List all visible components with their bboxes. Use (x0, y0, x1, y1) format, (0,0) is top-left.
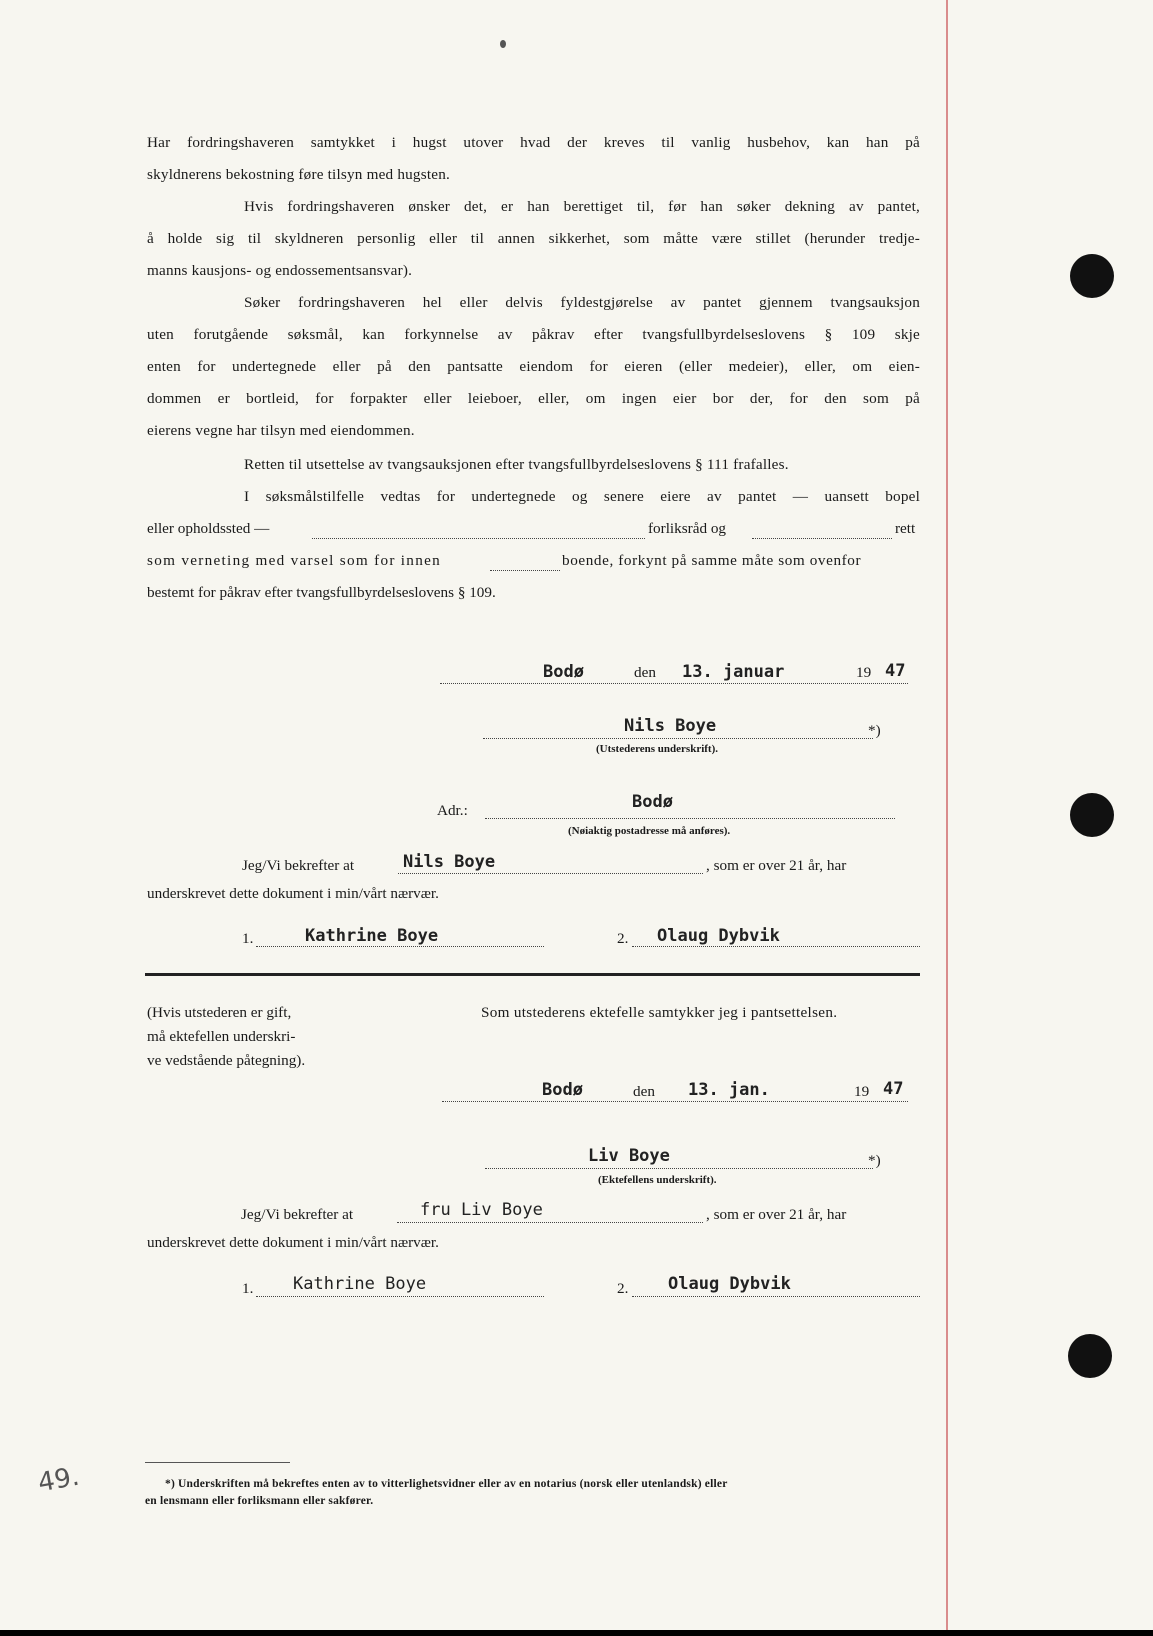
spouse-date: 13. jan. (688, 1080, 770, 1100)
body-line: å holde sig til skyldneren personlig eller til annen sikkerhet, som måtte være stillet (herunder tredje- (147, 230, 920, 247)
body-line: Søker fordringshaveren hel eller delvis fyldestgjørelse av pantet gjennem tvangsauksjon (244, 294, 920, 311)
body-line: manns kausjons- og endossementsansvar). (147, 262, 413, 279)
body-line: skyldnerens bekostning føre tilsyn med hugsten. (147, 166, 450, 183)
body-line: uten forutgående søksmål, kan forkynnelse av påkrav efter tvangsfullbyrdelseslovens § 109 skje (147, 326, 920, 343)
spouse-sig-marker: *) (868, 1152, 881, 1169)
punch-hole-2 (1070, 793, 1114, 837)
issuer-witness2: Olaug Dybvik (657, 926, 780, 946)
venue-blank-3 (490, 570, 560, 571)
venue-blank-2 (752, 538, 892, 539)
spouse-confirm-prefix: Jeg/Vi bekrefter at (241, 1206, 354, 1223)
footnote-rule (145, 1462, 290, 1463)
issuer-sig-caption: (Utstederens underskrift). (596, 743, 719, 755)
venue-line2-text-2: boende, forkynt på samme måte som ovenfor (562, 552, 862, 569)
spouse-witness1-line (256, 1296, 544, 1297)
venue-text-2: forliksråd og (648, 520, 727, 537)
issuer-witness1-num: 1. (242, 930, 254, 947)
address-label: Adr.: (437, 802, 468, 819)
red-margin-line (946, 0, 948, 1630)
issuer-confirm-prefix: Jeg/Vi bekrefter at (242, 857, 355, 874)
spouse-witness2-num: 2. (617, 1280, 629, 1297)
body-line: I søksmålstilfelle vedtas for undertegnede og senere eiere av pantet — uansett bopel (244, 488, 920, 505)
spouse-year-suffix: 47 (883, 1079, 904, 1099)
issuer-place: Bodø (543, 662, 584, 682)
spouse-witness2: Olaug Dybvik (668, 1274, 791, 1294)
spouse-place: Bodø (542, 1080, 583, 1100)
venue-line2-text-1: som verneting med varsel som for innen (147, 552, 442, 569)
issuer-confirm-line2: underskrevet dette dokument i min/vårt nærvær. (147, 885, 439, 902)
issuer-year-prefix: 19 (856, 664, 872, 681)
body-line: Retten til utsettelse av tvangsauksjonen efter tvangsfullbyrdelseslovens § 111 frafalles. (244, 456, 789, 473)
issuer-date-line (440, 683, 908, 684)
spouse-note-line: ve vedstående påtegning). (147, 1052, 306, 1069)
address-line (485, 818, 895, 819)
venue-line3: bestemt for påkrav efter tvangsfullbyrdelseslovens § 109. (147, 584, 496, 601)
spouse-confirm-line2: underskrevet dette dokument i min/vårt nærvær. (147, 1234, 439, 1251)
body-line: Har fordringshaveren samtykket i hugst utover hvad der kreves til vanlig husbehov, kan han på (147, 134, 920, 151)
issuer-den: den (634, 664, 656, 681)
spouse-witness1-num: 1. (242, 1280, 254, 1297)
venue-blank-1 (312, 538, 645, 539)
spouse-year-prefix: 19 (854, 1083, 870, 1100)
spouse-witness2-line (632, 1296, 920, 1297)
issuer-witness1: Kathrine Boye (305, 926, 439, 946)
spouse-confirm-suffix: , som er over 21 år, har (706, 1206, 847, 1223)
spouse-note-line: må ektefellen underskri- (147, 1028, 296, 1045)
issuer-sig-marker: *) (868, 722, 881, 739)
spouse-witness1: Kathrine Boye (293, 1274, 427, 1294)
spouse-den: den (633, 1083, 655, 1100)
section-divider (145, 973, 920, 976)
address-caption: (Nøiaktig postadresse må anføres). (568, 825, 731, 837)
body-line: eierens vegne har tilsyn med eiendommen. (147, 422, 415, 439)
issuer-witness2-line (632, 946, 920, 947)
punch-hole-1 (1070, 254, 1114, 298)
punch-hole-3 (1068, 1334, 1112, 1378)
spouse-date-line (442, 1101, 908, 1102)
issuer-date: 13. januar (682, 662, 785, 682)
issuer-witness2-num: 2. (617, 930, 629, 947)
ink-speck (500, 40, 506, 48)
spouse-signature-line (485, 1168, 873, 1169)
issuer-signature-line (483, 738, 873, 739)
footnote-line: en lensmann eller forliksmann eller sakfører. (145, 1495, 374, 1507)
venue-text-3: rett (895, 520, 916, 537)
issuer-signature: Nils Boye (624, 716, 717, 736)
spouse-note-line: (Hvis utstederen er gift, (147, 1004, 292, 1021)
address-value: Bodø (632, 792, 673, 812)
venue-text-1: eller opholdssted — (147, 520, 270, 537)
issuer-witness1-line (256, 946, 544, 947)
footnote-line: *) Underskriften må bekreftes enten av to vitterlighetsvidner eller av en notarius (norsk eller utenlandsk) eller (165, 1478, 728, 1490)
spouse-confirm-name: fru Liv Boye (420, 1200, 543, 1220)
spouse-consent: Som utstederens ektefelle samtykker jeg i pantsettelsen. (481, 1004, 838, 1021)
issuer-confirm-line (398, 873, 703, 874)
spouse-sig-caption: (Ektefellens underskrift). (598, 1174, 717, 1186)
body-line: dommen er bortleid, for forpakter eller leieboer, eller, om ingen eier bor der, for den som på (147, 390, 920, 407)
body-line: Hvis fordringshaveren ønsker det, er han berettiget til, før han søker dekning av pantet, (244, 198, 920, 215)
issuer-confirm-name: Nils Boye (403, 852, 496, 872)
spouse-signature: Liv Boye (588, 1146, 670, 1166)
issuer-year-suffix: 47 (885, 661, 906, 681)
margin-handwritten-note: 49. (35, 1461, 82, 1499)
spouse-confirm-line (397, 1222, 703, 1223)
issuer-confirm-suffix: , som er over 21 år, har (706, 857, 847, 874)
body-line: enten for undertegnede eller på den pantsatte eiendom for eieren (eller medeier), eller, om eien- (147, 358, 920, 375)
